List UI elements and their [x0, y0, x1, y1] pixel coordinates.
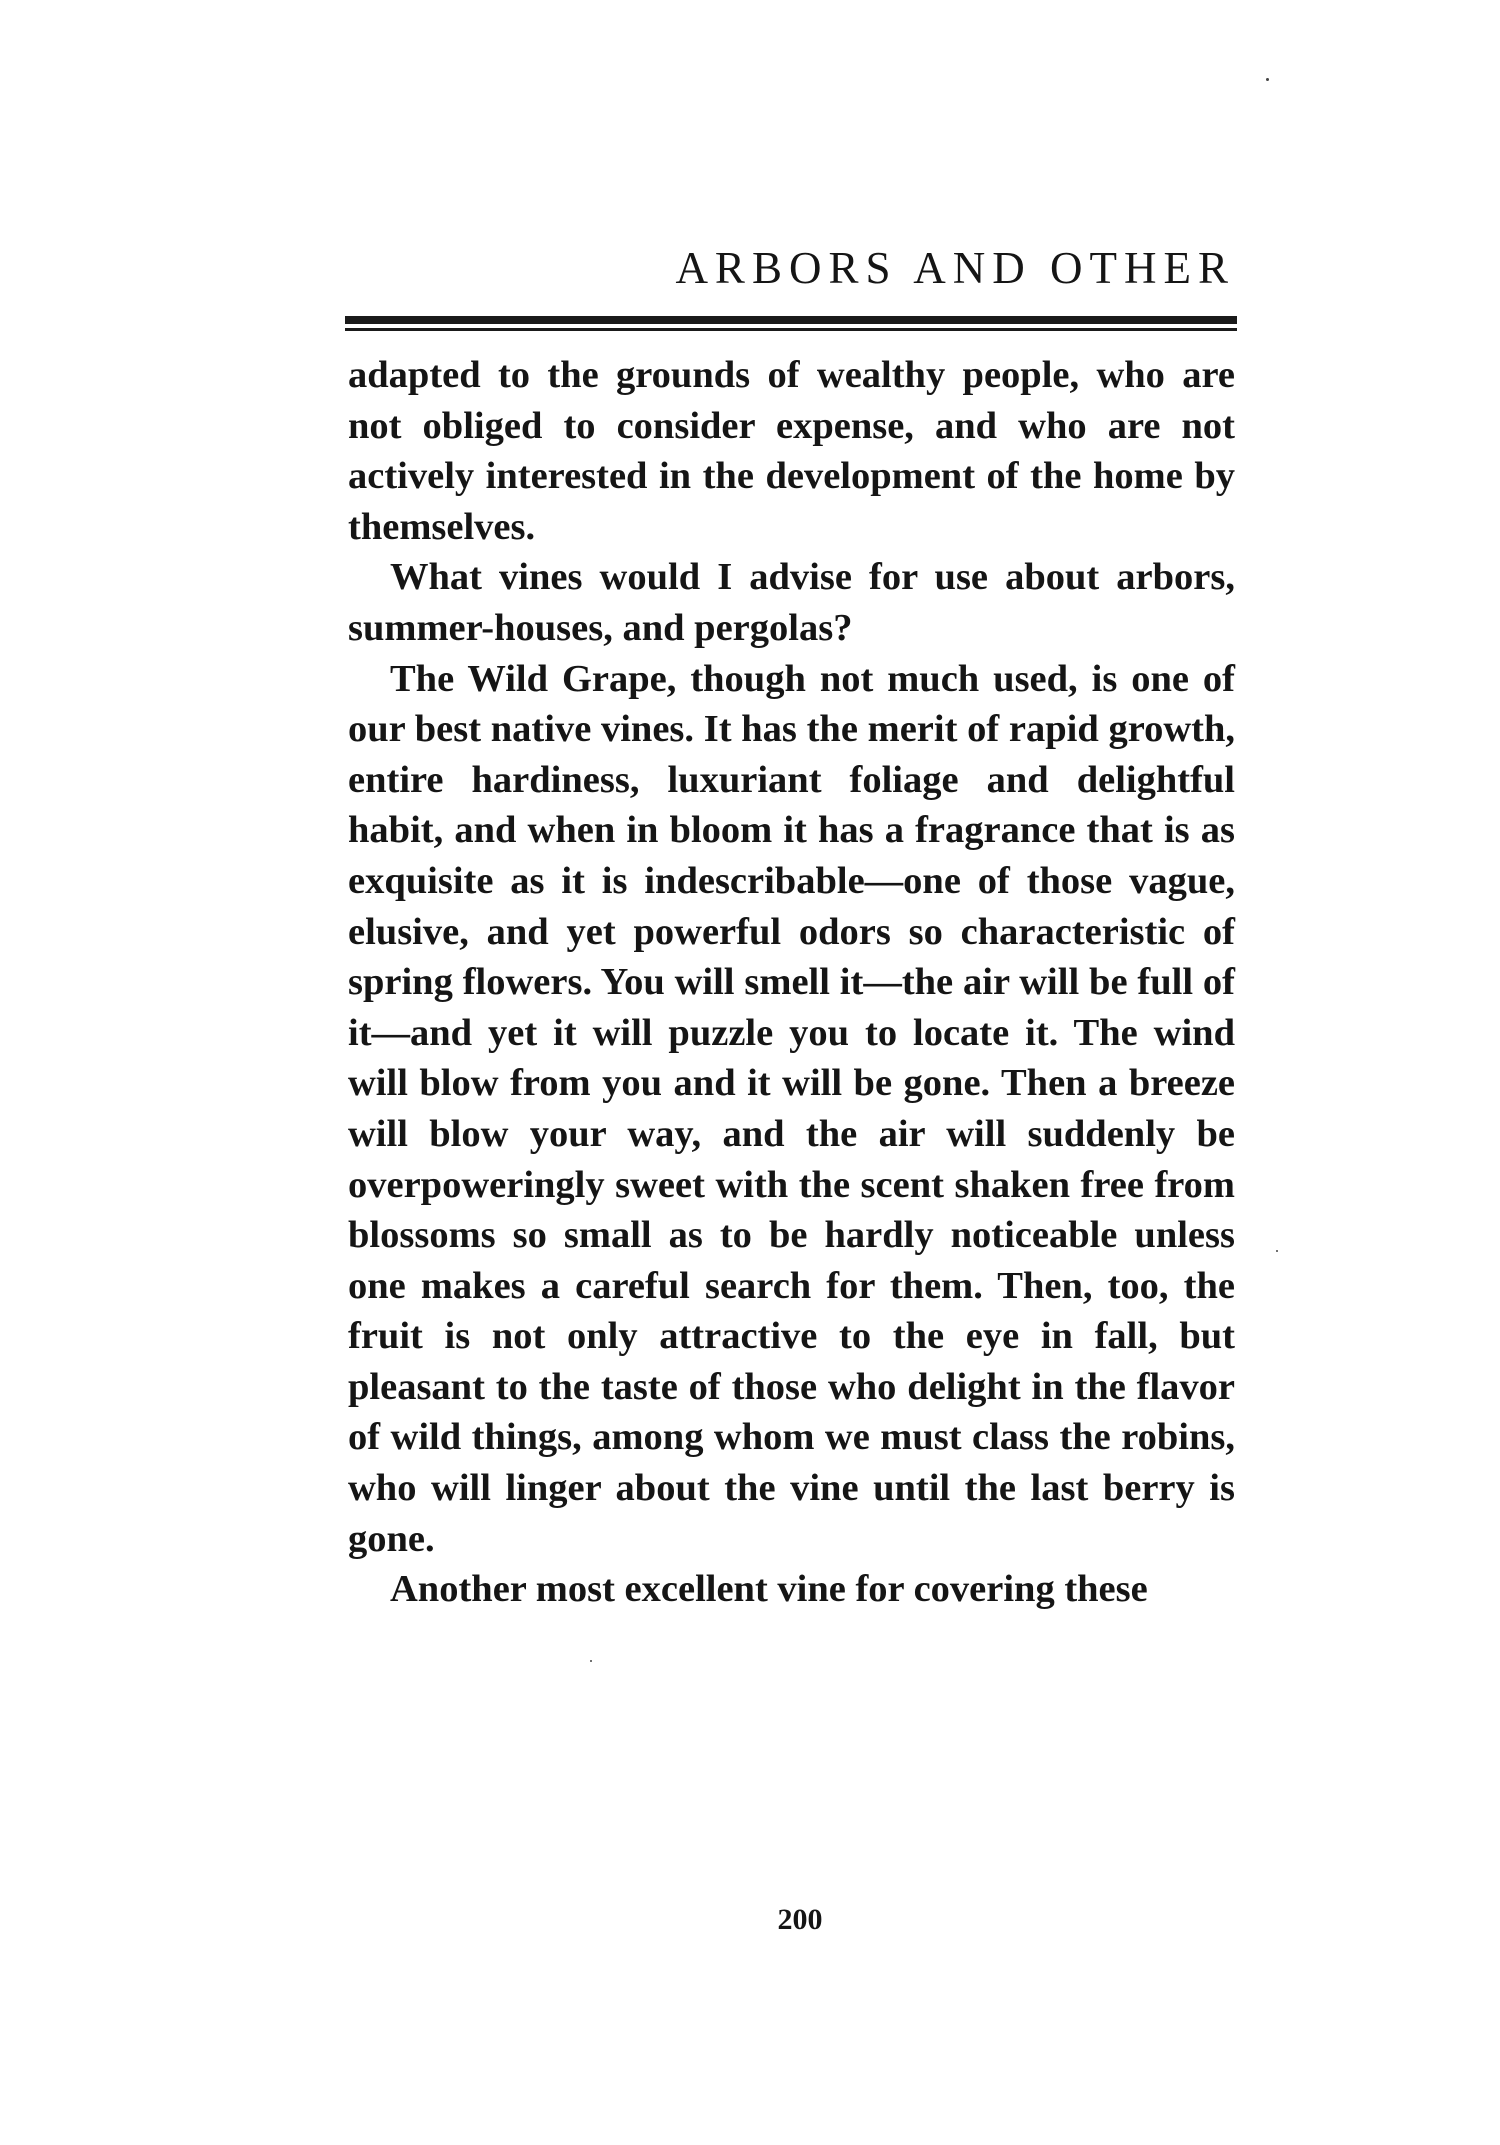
page-number: 200 — [777, 1903, 823, 1936]
paragraph-another-vine: Another most excellent vine for covering these — [390, 1568, 1148, 1611]
running-head: ARBORS AND OTHER — [675, 243, 1235, 293]
scan-speck — [1266, 78, 1269, 81]
header-rule-thin — [345, 328, 1237, 331]
scan-speck — [590, 1660, 592, 1662]
paragraph-question: What vines would I advise for use about arbors, summer-houses, and pergolas? — [348, 556, 1235, 649]
scan-speck — [1276, 1250, 1278, 1252]
paragraph-wild-grape: The Wild Grape, though not much used, is one of our best native vines. It has the merit of rapid growth, entire hardiness, luxuriant foliage and delightful habit, and when in bloom it has a fragrance that is as exquisite as it is indescribable—one of those vague, elusive, and yet powerful odors so characteristic of spring flowers. You will smell it—the air will be full of it—and yet it will puzzle you to locate it. The wind will blow from you and it will be gone. Then a breeze will blow your way, and the air will suddenly be overpoweringly sweet with the scent shaken free from blossoms so small as to be hardly noticeable unless one makes a careful search for them. Then, too, the fruit is not only attractive to the eye in fall, but pleasant to the taste of those who delight in the flavor of wild things, among whom we must class the robins, who will linger about the vine until the last berry is gone. — [348, 657, 1235, 1560]
header-rule-thick — [345, 316, 1237, 324]
paragraph-continued: adapted to the grounds of wealthy people, who are not obliged to consider expense, and who are not actively interested in the development of the home by themselves. — [348, 354, 1235, 548]
body-text — [348, 350, 1235, 1615]
